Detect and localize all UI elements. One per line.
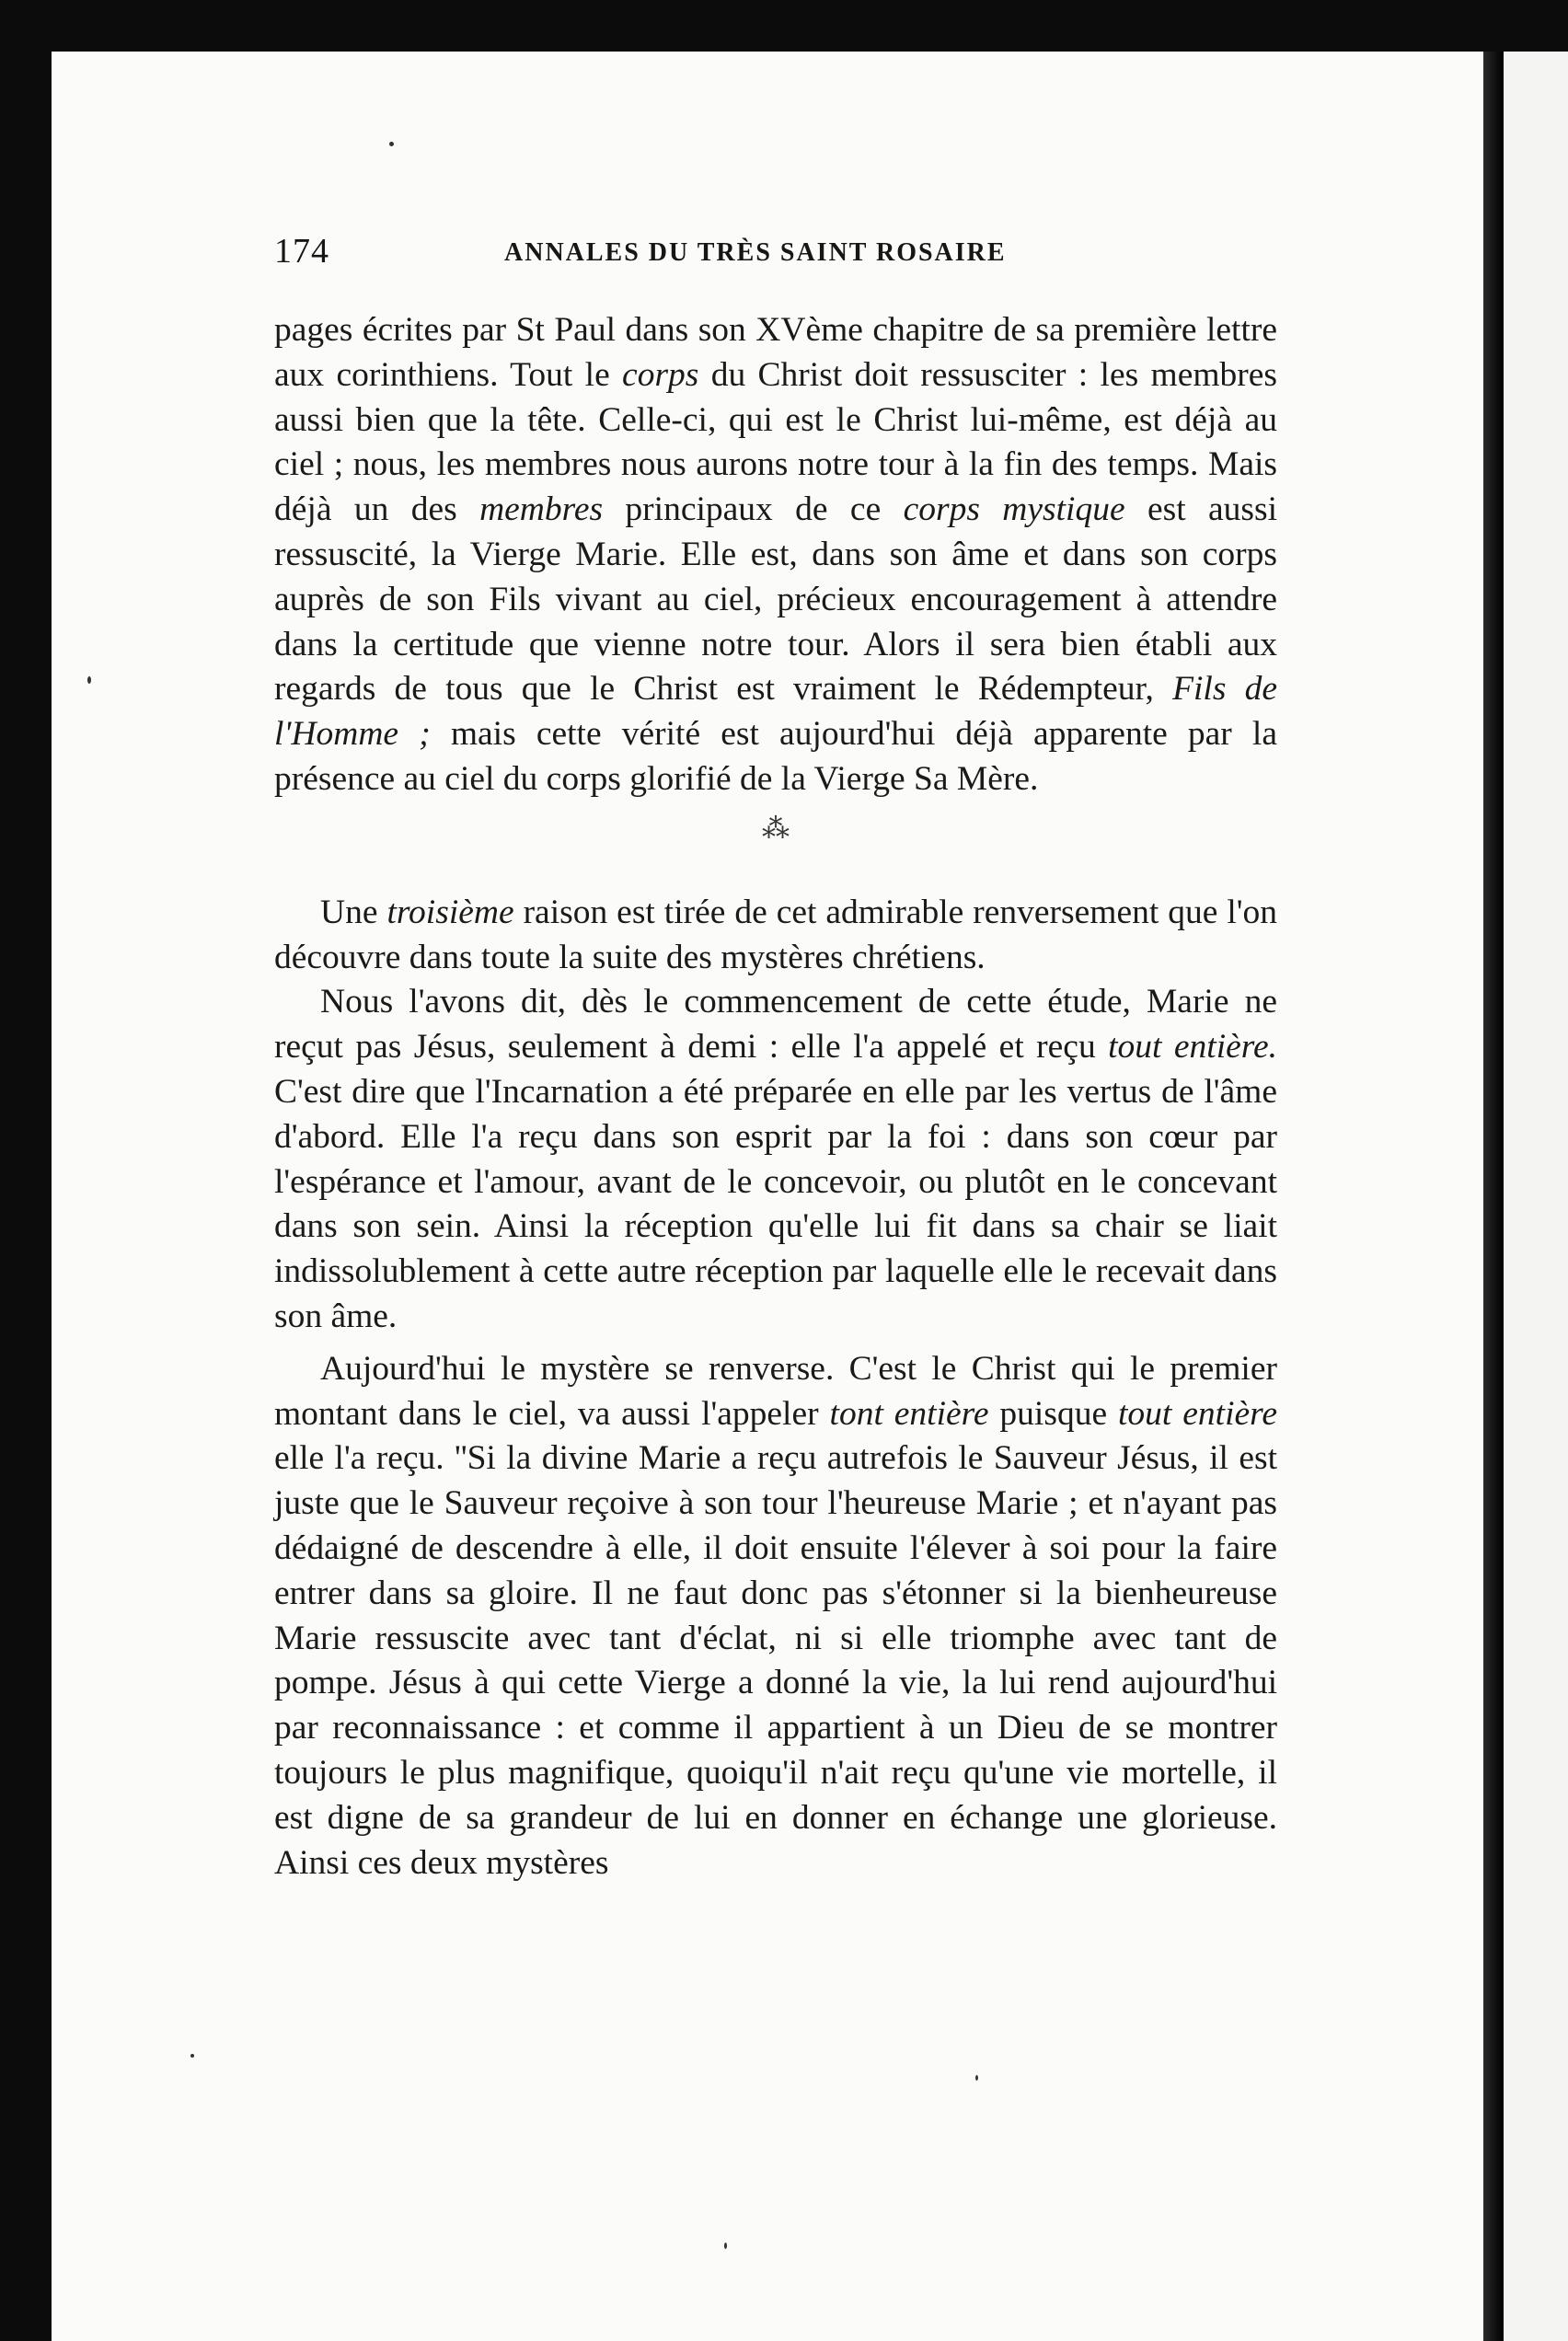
text-run: principaux de ce — [603, 490, 904, 529]
text-run: mais cette vérité est aujourd'hui déjà apparente par la présence au ciel du corps glorifié de la Vierge Sa Mère. — [274, 715, 1277, 798]
paragraph-1 — [274, 308, 1277, 802]
text-run: Aujourd'hui le mystère se renverse. C'est le Christ qui le premier montant dans le ciel, va aussi l'appeler — [274, 1349, 1277, 1433]
scan-speck — [190, 2054, 194, 2058]
text-run: elle l'a reçu. ''Si la divine Marie a reçu autrefois le Sauveur Jésus, il est juste que le Sauveur reçoive à son tour l'heureuse Marie ; et n'ayant pas dédaigné de descendre à elle, il doit ensuite l'élever à soi pour la faire entrer dans sa gloire. Il ne faut donc pas s'étonner si la bienheureuse Marie ressuscite avec tant d'éclat, ni si elle triomphe avec tant de pompe. Jésus à qui cette Vierge a donné la vie, la lui rend aujourd'hui par reconnaissance : et comme il appartient à un Dieu de se montrer toujours le plus magnifique, quoiqu'il n'ait reçu qu'une vie mortelle, il est digne de sa grandeur de lui en donner en échange une glorieuse. Ainsi ces deux mystères — [274, 1439, 1277, 1882]
page-number: 174 — [274, 232, 329, 271]
text-run: Une — [320, 893, 387, 931]
page-gutter-shadow — [1483, 52, 1504, 2341]
scan-speck — [389, 142, 394, 146]
text-run: puisque — [988, 1394, 1119, 1433]
text-run: pages écrites par St Paul dans son XVème chapitre de sa première lettre aux corinthiens. Tout le — [274, 311, 1277, 394]
text-run: raison est tirée de cet admirable renversement que l'on découvre dans toute la suite des mystères chrétiens. — [274, 893, 1277, 976]
italic-run: tout entière. — [1108, 1028, 1277, 1067]
italic-run: membres — [479, 490, 604, 529]
text-run: Nous l'avons dit, dès le commencement de cette étude, Marie ne reçut pas Jésus, seulement à demi : elle l'a appelé et reçu — [274, 983, 1277, 1067]
italic-run: corps — [622, 355, 699, 394]
scan-speck — [724, 2243, 727, 2249]
italic-run: troisième — [386, 893, 514, 931]
scan-speck — [975, 2075, 978, 2081]
running-head: ANNALES DU TRÈS SAINT ROSAIRE — [504, 238, 1007, 267]
text-run: est aussi ressuscité, la Vierge Marie. Elle est, dans son âme et dans son corps auprès de son Fils vivant au ciel, précieux encouragement à attendre dans la certitude que vienne notre tour. Alors il sera bien établi aux regards de tous que le Christ est vraiment le Rédempteur, — [274, 490, 1278, 709]
italic-run: corps mystique — [903, 490, 1125, 529]
paragraph-4 — [274, 1347, 1277, 1886]
body-text — [274, 308, 1277, 1885]
text-run: C'est dire que l'Incarnation a été préparée en elle par les vertus de l'âme d'abord. Elle l'a reçu dans son esprit par la foi : dans son cœur par l'espérance et l'amour, avant de le concevoir, ou plutôt en le concevant dans son sein. Ainsi la réception qu'elle lui fit dans sa chair se liait indissolublement à cette autre réception par laquelle elle le recevait dans son âme. — [274, 1072, 1277, 1335]
italic-run: tont entière — [829, 1394, 989, 1433]
page-header — [274, 231, 1277, 275]
italic-run: tout entière — [1118, 1394, 1277, 1433]
paragraph-3 — [274, 980, 1277, 1339]
paragraph-2 — [274, 891, 1277, 981]
adjacent-page-edge — [1504, 52, 1568, 2341]
text-run: du Christ doit ressusciter : les membres aussi bien que la tête. Celle-ci, qui est le Christ lui-même, est déjà au ciel ; nous, les membres nous aurons notre tour à la fin des temps. Mais déjà un des — [274, 355, 1277, 529]
scan-speck — [87, 676, 91, 684]
section-asterism: ⁂ — [762, 813, 790, 844]
italic-run: Fils de l'Homme ; — [274, 670, 1277, 754]
